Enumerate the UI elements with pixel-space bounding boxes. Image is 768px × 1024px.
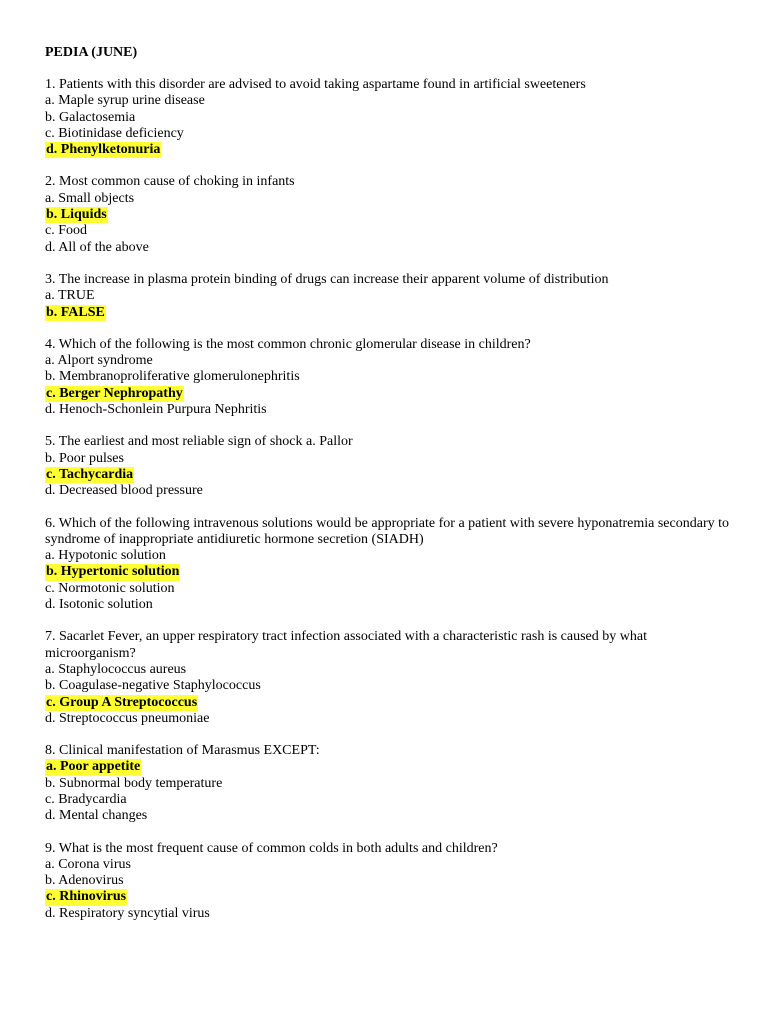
option-label: d. Streptococcus pneumoniae xyxy=(45,710,210,726)
highlighted-answer: c. Berger Nephropathy xyxy=(46,385,183,401)
answer-option xyxy=(45,906,735,922)
question-9 xyxy=(45,841,735,922)
answer-option xyxy=(45,93,735,109)
question-2 xyxy=(45,174,735,255)
question-6 xyxy=(45,516,735,614)
answer-option xyxy=(45,548,735,564)
answer-option xyxy=(45,110,735,126)
answer-option-correct xyxy=(45,695,735,711)
option-label: b. Subnormal body temperature xyxy=(45,775,223,791)
question-text: 3. The increase in plasma protein binding of drugs can increase their apparent volume of distribution xyxy=(45,271,609,287)
question-8 xyxy=(45,743,735,824)
question-1 xyxy=(45,77,735,158)
answer-option xyxy=(45,288,735,304)
option-label: c. Bradycardia xyxy=(45,791,127,807)
option-label: a. Corona virus xyxy=(45,856,131,872)
answer-option xyxy=(45,191,735,207)
answer-option xyxy=(45,597,735,613)
option-label: d. Respiratory syncytial virus xyxy=(45,905,210,921)
question-text: 5. The earliest and most reliable sign of shock a. Pallor xyxy=(45,434,353,450)
question-text: 9. What is the most frequent cause of common colds in both adults and children? xyxy=(45,840,498,856)
answer-option xyxy=(45,451,735,467)
document-page xyxy=(45,44,735,938)
option-label: d. All of the above xyxy=(45,239,149,255)
answer-option xyxy=(45,581,735,597)
option-label: a. Small objects xyxy=(45,190,135,206)
question-list xyxy=(45,77,735,922)
answer-option xyxy=(45,857,735,873)
page-title: PEDIA (JUNE) xyxy=(45,45,138,60)
highlighted-answer: b. FALSE xyxy=(46,304,105,320)
question-5 xyxy=(45,434,735,499)
question-7 xyxy=(45,629,735,727)
question-text: 8. Clinical manifestation of Marasmus EXCEPT: xyxy=(45,743,320,759)
highlighted-answer: c. Group A Streptococcus xyxy=(46,694,198,710)
question-text: 6. Which of the following intravenous solutions would be appropriate for a patient with severe hyponatremia secondary to syndrome of inappropriate antidiuretic hormone secretion (SIADH) xyxy=(45,515,730,547)
option-label: a. Alport syndrome xyxy=(45,353,153,369)
option-label: c. Biotinidase deficiency xyxy=(45,125,184,141)
question-text: 1. Patients with this disorder are advised to avoid taking aspartame found in artificial sweeteners xyxy=(45,77,586,92)
option-label: d. Decreased blood pressure xyxy=(45,483,203,499)
answer-option xyxy=(45,402,735,418)
highlighted-answer: c. Tachycardia xyxy=(46,466,134,482)
option-label: d. Henoch-Schonlein Purpura Nephritis xyxy=(45,402,267,418)
highlighted-answer: b. Hypertonic solution xyxy=(46,564,180,580)
option-label: b. Membranoproliferative glomerulonephritis xyxy=(45,369,300,385)
answer-option xyxy=(45,240,735,256)
answer-option-correct xyxy=(45,386,735,402)
answer-option-correct xyxy=(45,889,735,905)
answer-option-correct xyxy=(45,207,735,223)
question-text: 4. Which of the following is the most common chronic glomerular disease in children? xyxy=(45,336,531,352)
option-label: a. Hypotonic solution xyxy=(45,548,166,564)
answer-option xyxy=(45,711,735,727)
answer-option xyxy=(45,776,735,792)
answer-option-correct xyxy=(45,142,735,158)
answer-option xyxy=(45,808,735,824)
option-label: c. Normotonic solution xyxy=(45,580,175,596)
answer-option xyxy=(45,678,735,694)
answer-option xyxy=(45,223,735,239)
question-3 xyxy=(45,272,735,321)
question-text: 2. Most common cause of choking in infants xyxy=(45,174,295,190)
option-label: a. Staphylococcus aureus xyxy=(45,661,187,677)
answer-option xyxy=(45,662,735,678)
option-label: d. Mental changes xyxy=(45,808,148,824)
highlighted-answer: a. Poor appetite xyxy=(46,759,141,775)
highlighted-answer: b. Liquids xyxy=(46,207,107,223)
answer-option-correct xyxy=(45,467,735,483)
question-4 xyxy=(45,337,735,418)
option-label: b. Galactosemia xyxy=(45,109,136,125)
option-label: a. TRUE xyxy=(45,288,95,304)
option-label: a. Maple syrup urine disease xyxy=(45,93,205,109)
option-label: c. Food xyxy=(45,223,87,239)
answer-option xyxy=(45,873,735,889)
option-label: b. Coagulase-negative Staphylococcus xyxy=(45,678,261,694)
answer-option-correct xyxy=(45,564,735,580)
highlighted-answer: c. Rhinovirus xyxy=(46,889,127,905)
answer-option xyxy=(45,369,735,385)
answer-option xyxy=(45,483,735,499)
option-label: b. Poor pulses xyxy=(45,450,124,466)
answer-option-correct xyxy=(45,759,735,775)
answer-option-correct xyxy=(45,305,735,321)
option-label: b. Adenovirus xyxy=(45,873,124,889)
answer-option xyxy=(45,353,735,369)
option-label: d. Isotonic solution xyxy=(45,597,153,613)
answer-option xyxy=(45,792,735,808)
highlighted-answer: d. Phenylketonuria xyxy=(46,142,161,158)
question-text: 7. Sacarlet Fever, an upper respiratory tract infection associated with a characteristic rash is caused by what microorganism? xyxy=(45,629,647,661)
answer-option xyxy=(45,126,735,142)
